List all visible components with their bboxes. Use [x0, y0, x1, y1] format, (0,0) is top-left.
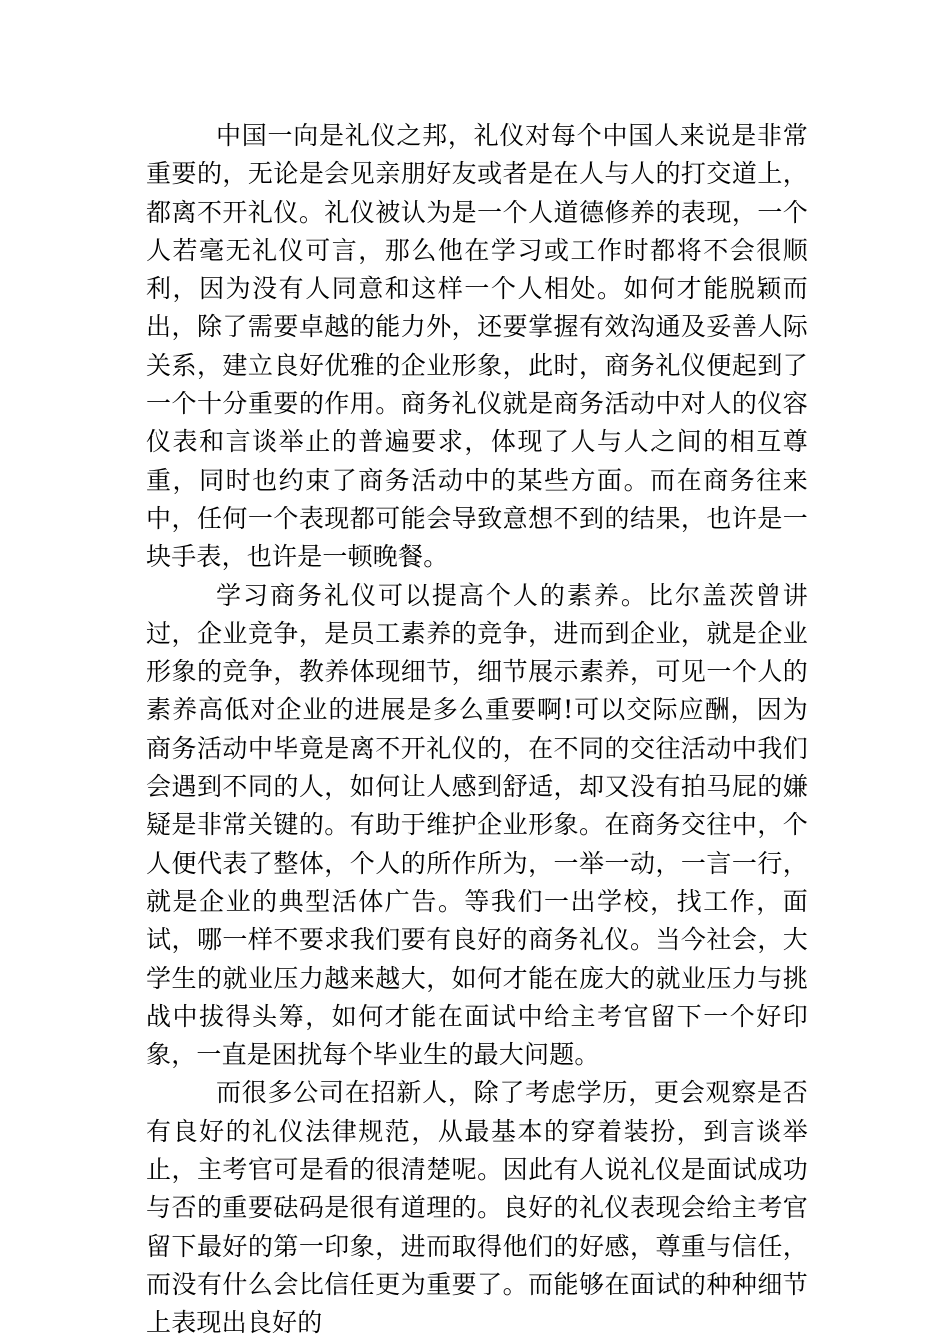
paragraph-2: 学习商务礼仪可以提高个人的素养。比尔盖茨曾讲过，企业竞争，是员工素养的竞争，进而到企业，就是企业形象的竞争，教养体现细节，细节展示素养，可见一个人的素养高低对企业的进展是多么重要啊!可以交际应酬，因为商务活动中毕竟是离不开礼仪的，在不同的交往活动中我们会遇到不同的人，如何让人感到舒适，却又没有拍马屁的嫌疑是非常关键的。有助于维护企业形象。在商务交往中，个人便代表了整体，个人的所作所为，一举一动，一言一行，就是企业的典型活体广告。等我们一出学校，找工作，面试，哪一样不要求我们要有良好的商务礼仪。当今社会，大学生的就业压力越来越大，如何才能在庞大的就业压力与挑战中拔得头筹，如何才能在面试中给主考官留下一个好印象，一直是困扰每个毕业生的最大问题。 — [146, 580, 808, 1070]
document-body — [146, 117, 808, 1343]
paragraph-3: 而很多公司在招新人，除了考虑学历，更会观察是否有良好的礼仪法律规范，从最基本的穿着装扮，到言谈举止，主考官可是看的很清楚呢。因此有人说礼仪是面试成功与否的重要砝码是很有道理的。良好的礼仪表现会给主考官留下最好的第一印象，进而取得他们的好感，尊重与信任，而没有什么会比信任更为重要了。而能够在面试的种种细节上表现出良好的 — [146, 1078, 808, 1338]
paragraph-1: 中国一向是礼仪之邦，礼仪对每个中国人来说是非常重要的，无论是会见亲朋好友或者是在人与人的打交道上，都离不开礼仪。礼仪被认为是一个人道德修养的表现，一个人若毫无礼仪可言，那么他在学习或工作时都将不会很顺利，因为没有人同意和这样一个人相处。如何才能脱颖而出，除了需要卓越的能力外，还要掌握有效沟通及妥善人际关系，建立良好优雅的企业形象，此时，商务礼仪便起到了一个十分重要的作用。商务礼仪就是商务活动中对人的仪容仪表和言谈举止的普遍要求，体现了人与人之间的相互尊重，同时也约束了商务活动中的某些方面。而在商务往来中，任何一个表现都可能会导致意想不到的结果，也许是一块手表，也许是一顿晚餐。 — [146, 121, 808, 572]
